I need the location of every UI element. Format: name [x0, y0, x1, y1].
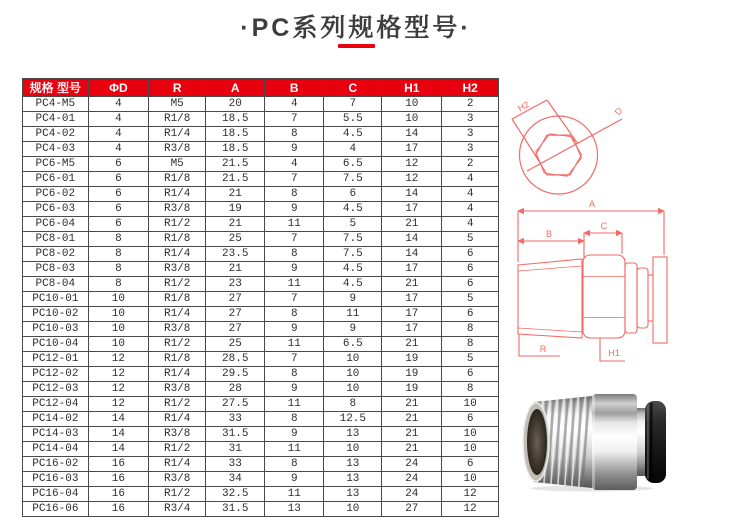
spec-cell: PC8-04 — [23, 277, 89, 292]
spec-cell: PC16-03 — [23, 472, 89, 487]
spec-cell: 6 — [442, 247, 499, 262]
column-header: B — [265, 79, 324, 97]
spec-cell: R1/4 — [149, 187, 206, 202]
spec-cell: 10 — [324, 442, 382, 457]
spec-table-header-row — [23, 79, 499, 97]
collar-ring — [637, 268, 648, 328]
spec-cell: R3/8 — [149, 262, 206, 277]
spec-cell: 16 — [88, 472, 148, 487]
spec-cell: 24 — [382, 487, 442, 502]
spec-cell: 31.5 — [206, 502, 265, 517]
spec-row — [23, 307, 499, 322]
spec-cell: 28 — [206, 382, 265, 397]
spec-cell: 14 — [88, 442, 148, 457]
spec-cell: 23.5 — [206, 247, 265, 262]
spec-cell: PC6-03 — [23, 202, 89, 217]
h2-dimension-line — [512, 100, 547, 119]
spec-cell: 9 — [265, 382, 324, 397]
spec-cell: PC12-01 — [23, 352, 89, 367]
spec-cell: 5 — [442, 232, 499, 247]
spec-cell: 9 — [265, 142, 324, 157]
spec-cell: 7.5 — [324, 247, 382, 262]
spec-cell: 8 — [442, 337, 499, 352]
spec-cell: 21 — [206, 262, 265, 277]
spec-cell: 8 — [265, 412, 324, 427]
photo-release-collar — [645, 401, 666, 483]
spec-cell: 5.5 — [324, 112, 382, 127]
spec-cell: 10 — [324, 502, 382, 517]
title-block — [0, 8, 712, 44]
spec-cell: 2 — [442, 97, 499, 112]
spec-cell: 8 — [265, 307, 324, 322]
spec-cell: R3/8 — [149, 322, 206, 337]
spec-cell: 33 — [206, 412, 265, 427]
spec-cell: 21.5 — [206, 172, 265, 187]
spec-cell: PC4-03 — [23, 142, 89, 157]
spec-cell: 21 — [206, 217, 265, 232]
spec-cell: PC8-02 — [23, 247, 89, 262]
spec-cell: R1/8 — [149, 292, 206, 307]
spec-cell: 19 — [382, 382, 442, 397]
spec-row — [23, 427, 499, 442]
spec-cell: R3/8 — [149, 142, 206, 157]
spec-cell: 24 — [382, 472, 442, 487]
spec-row — [23, 202, 499, 217]
spec-cell: 25 — [206, 232, 265, 247]
spec-cell: 10 — [88, 322, 148, 337]
c-label: C — [600, 221, 608, 231]
spec-cell: R1/8 — [149, 352, 206, 367]
spec-cell: R1/2 — [149, 487, 206, 502]
spec-cell: 16 — [88, 457, 148, 472]
spec-cell: 18.5 — [206, 112, 265, 127]
spec-cell: R1/2 — [149, 337, 206, 352]
spec-cell: 12 — [88, 397, 148, 412]
spec-cell: R1/4 — [149, 367, 206, 382]
spec-cell: 27.5 — [206, 397, 265, 412]
collar-ring — [625, 263, 637, 333]
spec-cell: 4 — [442, 202, 499, 217]
spec-cell: 8 — [265, 247, 324, 262]
h2-extension-line — [547, 100, 578, 144]
spec-cell: PC6-01 — [23, 172, 89, 187]
spec-cell: 21.5 — [206, 157, 265, 172]
spec-cell: 12.5 — [324, 412, 382, 427]
spec-row — [23, 157, 499, 172]
spec-cell: 6 — [324, 187, 382, 202]
spec-cell: PC12-03 — [23, 382, 89, 397]
spec-cell: PC6-04 — [23, 217, 89, 232]
spec-cell: 3 — [442, 142, 499, 157]
spec-cell: R1/4 — [149, 457, 206, 472]
spec-cell: 6 — [442, 412, 499, 427]
spec-row — [23, 97, 499, 112]
spec-cell: 12 — [88, 367, 148, 382]
spec-cell: 10 — [382, 97, 442, 112]
spec-cell: 12 — [88, 352, 148, 367]
spec-cell: 7 — [265, 352, 324, 367]
spec-cell: 10 — [88, 337, 148, 352]
spec-cell: 14 — [382, 127, 442, 142]
spec-cell: 21 — [382, 427, 442, 442]
spec-cell: 10 — [324, 352, 382, 367]
spec-cell: 14 — [382, 187, 442, 202]
spec-cell: 28.5 — [206, 352, 265, 367]
spec-cell: 8 — [88, 262, 148, 277]
spec-cell: 13 — [324, 457, 382, 472]
hex-outline-inner — [536, 134, 582, 177]
spec-cell: 11 — [265, 397, 324, 412]
spec-cell: 14 — [88, 412, 148, 427]
column-header: A — [206, 79, 265, 97]
spec-cell: 10 — [324, 367, 382, 382]
spec-cell: 27 — [206, 307, 265, 322]
spec-cell: 6 — [442, 307, 499, 322]
spec-cell: 19 — [206, 202, 265, 217]
spec-cell: 24 — [382, 457, 442, 472]
spec-cell: 13 — [324, 472, 382, 487]
spec-cell: R1/4 — [149, 412, 206, 427]
spec-cell: 21 — [382, 337, 442, 352]
spec-cell: 16 — [88, 487, 148, 502]
product-photo — [520, 392, 670, 492]
spec-cell: 31 — [206, 442, 265, 457]
spec-cell: PC6-M5 — [23, 157, 89, 172]
spec-cell: 7 — [265, 172, 324, 187]
spec-cell: 21 — [382, 397, 442, 412]
spec-cell: 18.5 — [206, 127, 265, 142]
spec-cell: 31.5 — [206, 427, 265, 442]
spec-cell: 6.5 — [324, 157, 382, 172]
b-label: B — [545, 229, 553, 239]
spec-cell: 3 — [442, 112, 499, 127]
spec-cell: PC12-04 — [23, 397, 89, 412]
spec-cell: 4.5 — [324, 127, 382, 142]
spec-row — [23, 172, 499, 187]
spec-cell: 12 — [88, 382, 148, 397]
spec-cell: 7.5 — [324, 232, 382, 247]
spec-cell: 8 — [265, 127, 324, 142]
hex-nut-outline — [583, 255, 625, 338]
spec-cell: 11 — [265, 442, 324, 457]
spec-cell: 27 — [206, 322, 265, 337]
spec-row — [23, 457, 499, 472]
spec-cell: 11 — [324, 307, 382, 322]
spec-cell: 21 — [382, 412, 442, 427]
spec-cell: 4.5 — [324, 202, 382, 217]
spec-cell: 4 — [88, 127, 148, 142]
end-flange-outline — [653, 257, 667, 343]
spec-row — [23, 187, 499, 202]
spec-cell: 9 — [324, 322, 382, 337]
spec-cell: 4 — [88, 97, 148, 112]
spec-cell: 7.5 — [324, 172, 382, 187]
spec-cell: R3/4 — [149, 502, 206, 517]
spec-cell: R1/4 — [149, 127, 206, 142]
spec-cell: PC8-03 — [23, 262, 89, 277]
side-view-drawing — [505, 198, 680, 368]
spec-cell: 27 — [382, 502, 442, 517]
spec-row — [23, 472, 499, 487]
spec-cell: PC16-06 — [23, 502, 89, 517]
spec-cell: R1/2 — [149, 397, 206, 412]
spec-cell: 7 — [265, 292, 324, 307]
spec-cell: 10 — [442, 442, 499, 457]
spec-cell: 7 — [265, 232, 324, 247]
spec-cell: 6 — [88, 217, 148, 232]
spec-cell: 13 — [265, 502, 324, 517]
column-header: ΦD — [88, 79, 148, 97]
spec-cell: 6 — [88, 187, 148, 202]
spec-row — [23, 487, 499, 502]
spec-cell: 12 — [442, 502, 499, 517]
spec-cell: 4 — [265, 97, 324, 112]
spec-row — [23, 262, 499, 277]
spec-cell: 17 — [382, 142, 442, 157]
spec-cell: 14 — [88, 427, 148, 442]
spec-row — [23, 112, 499, 127]
spec-row — [23, 502, 499, 517]
spec-cell: 6 — [88, 202, 148, 217]
spec-cell: 21 — [206, 187, 265, 202]
spec-cell: 12 — [382, 157, 442, 172]
h2-label: H2 — [516, 99, 532, 114]
spec-row — [23, 142, 499, 157]
spec-cell: 9 — [265, 202, 324, 217]
spec-cell: 34 — [206, 472, 265, 487]
spec-row — [23, 292, 499, 307]
spec-cell: R1/4 — [149, 247, 206, 262]
spec-row — [23, 322, 499, 337]
spec-cell: 29.5 — [206, 367, 265, 382]
spec-cell: 6.5 — [324, 337, 382, 352]
spec-cell: PC4-01 — [23, 112, 89, 127]
spec-cell: 9 — [265, 322, 324, 337]
spec-cell: PC16-04 — [23, 487, 89, 502]
spec-cell: 4 — [88, 112, 148, 127]
spec-row — [23, 217, 499, 232]
spec-cell: PC8-01 — [23, 232, 89, 247]
spec-cell: 10 — [88, 292, 148, 307]
spec-cell: 8 — [88, 247, 148, 262]
spec-cell: 8 — [265, 187, 324, 202]
thread-crest-line — [518, 328, 582, 332]
spec-cell: 11 — [265, 217, 324, 232]
spec-row — [23, 382, 499, 397]
spec-cell: PC10-01 — [23, 292, 89, 307]
spec-cell: M5 — [149, 157, 206, 172]
column-header: 规格 型号 — [23, 79, 89, 97]
photo-thread-section — [523, 394, 592, 490]
spec-cell: 6 — [442, 277, 499, 292]
spec-cell: 19 — [382, 352, 442, 367]
spec-cell: 4.5 — [324, 277, 382, 292]
thread-outline — [518, 259, 582, 338]
spec-cell: 4 — [442, 187, 499, 202]
spec-cell: 17 — [382, 262, 442, 277]
spec-cell: 27 — [206, 292, 265, 307]
spec-cell: 18.5 — [206, 142, 265, 157]
spec-cell: PC10-04 — [23, 337, 89, 352]
spec-cell: PC16-02 — [23, 457, 89, 472]
spec-cell: M5 — [149, 97, 206, 112]
column-header: H1 — [382, 79, 442, 97]
fitting-circle-outline — [520, 116, 598, 194]
spec-table — [22, 78, 499, 517]
spec-cell: 10 — [442, 472, 499, 487]
spec-cell: 8 — [88, 277, 148, 292]
spec-cell: 4 — [265, 157, 324, 172]
spec-cell: 17 — [382, 202, 442, 217]
spec-cell: PC4-02 — [23, 127, 89, 142]
spec-cell: PC12-02 — [23, 367, 89, 382]
spec-cell: R1/2 — [149, 442, 206, 457]
spec-cell: 6 — [88, 157, 148, 172]
spec-cell: 7 — [324, 97, 382, 112]
spec-cell: 6 — [442, 457, 499, 472]
spec-cell: 4.5 — [324, 262, 382, 277]
spec-cell: PC14-04 — [23, 442, 89, 457]
spec-row — [23, 442, 499, 457]
spec-row — [23, 397, 499, 412]
spec-cell: 21 — [382, 277, 442, 292]
spec-cell: 8 — [265, 457, 324, 472]
spec-cell: 4 — [88, 142, 148, 157]
photo-hex-body — [592, 394, 637, 490]
spec-cell: R3/8 — [149, 382, 206, 397]
page-title: ·PC系列规格型号· — [240, 14, 472, 42]
spec-cell: 2 — [442, 157, 499, 172]
spec-cell: 23 — [206, 277, 265, 292]
spec-cell: R1/2 — [149, 277, 206, 292]
spec-cell: 4 — [442, 172, 499, 187]
spec-row — [23, 247, 499, 262]
spec-cell: 11 — [265, 337, 324, 352]
spec-cell: 17 — [382, 292, 442, 307]
spec-cell: 32.5 — [206, 487, 265, 502]
thread-crest-line — [518, 266, 582, 271]
spec-cell: 3 — [442, 127, 499, 142]
spec-cell: 9 — [265, 472, 324, 487]
spec-cell: 13 — [324, 427, 382, 442]
spec-cell: PC6-02 — [23, 187, 89, 202]
spec-cell: 6 — [442, 262, 499, 277]
spec-cell: 10 — [324, 382, 382, 397]
spec-row — [23, 127, 499, 142]
spec-cell: 8 — [442, 382, 499, 397]
spec-cell: 10 — [442, 397, 499, 412]
spec-cell: 10 — [88, 307, 148, 322]
spec-cell: 5 — [442, 352, 499, 367]
r-label: R — [539, 344, 547, 354]
spec-cell: 10 — [442, 427, 499, 442]
top-view-drawing — [495, 88, 635, 203]
spec-cell: PC14-03 — [23, 427, 89, 442]
spec-cell: PC4-M5 — [23, 97, 89, 112]
spec-cell: 17 — [382, 322, 442, 337]
spec-cell: R1/8 — [149, 172, 206, 187]
h1-label: H1 — [608, 348, 620, 358]
spec-cell: 12 — [382, 172, 442, 187]
spec-table-body — [23, 97, 499, 517]
title-underline — [338, 44, 375, 48]
spec-cell: 8 — [324, 397, 382, 412]
spec-row — [23, 337, 499, 352]
spec-cell: 17 — [382, 307, 442, 322]
spec-cell: 20 — [206, 97, 265, 112]
spec-cell: 33 — [206, 457, 265, 472]
spec-row — [23, 412, 499, 427]
spec-cell: 8 — [442, 322, 499, 337]
spec-cell: 6 — [88, 172, 148, 187]
column-header: H2 — [442, 79, 499, 97]
spec-cell: 5 — [324, 217, 382, 232]
spec-cell: PC10-03 — [23, 322, 89, 337]
d-label: D — [612, 105, 625, 117]
spec-cell: 11 — [265, 277, 324, 292]
spec-cell: R1/2 — [149, 217, 206, 232]
spec-cell: 19 — [382, 367, 442, 382]
spec-row — [23, 277, 499, 292]
spec-cell: 4 — [442, 217, 499, 232]
spec-cell: 4 — [324, 142, 382, 157]
spec-cell: 14 — [382, 247, 442, 262]
spec-cell: 9 — [265, 262, 324, 277]
photo-neck — [637, 408, 646, 476]
spec-cell: 25 — [206, 337, 265, 352]
spec-cell: 7 — [265, 112, 324, 127]
spec-cell: 14 — [382, 232, 442, 247]
column-header: R — [149, 79, 206, 97]
spec-cell: 12 — [442, 487, 499, 502]
spec-cell: R3/8 — [149, 202, 206, 217]
spec-cell: 5 — [442, 292, 499, 307]
spec-cell: 9 — [324, 292, 382, 307]
spec-cell: 10 — [382, 112, 442, 127]
spec-cell: R1/8 — [149, 232, 206, 247]
spec-cell: PC14-02 — [23, 412, 89, 427]
column-header: C — [324, 79, 382, 97]
spec-cell: 8 — [88, 232, 148, 247]
spec-cell: PC10-02 — [23, 307, 89, 322]
spec-cell: 11 — [265, 487, 324, 502]
h2-extension-line — [512, 119, 539, 161]
spec-cell: R1/8 — [149, 112, 206, 127]
spec-cell: 13 — [324, 487, 382, 502]
a-label: A — [588, 199, 596, 209]
spec-cell: R3/8 — [149, 427, 206, 442]
spec-cell: 16 — [88, 502, 148, 517]
spec-cell: R1/4 — [149, 307, 206, 322]
spec-cell: 8 — [265, 367, 324, 382]
spec-cell: 6 — [442, 367, 499, 382]
spec-cell: 21 — [382, 217, 442, 232]
spec-row — [23, 367, 499, 382]
spec-cell: 9 — [265, 427, 324, 442]
spec-row — [23, 232, 499, 247]
spec-row — [23, 352, 499, 367]
spec-cell: R3/8 — [149, 472, 206, 487]
spec-cell: 21 — [382, 442, 442, 457]
